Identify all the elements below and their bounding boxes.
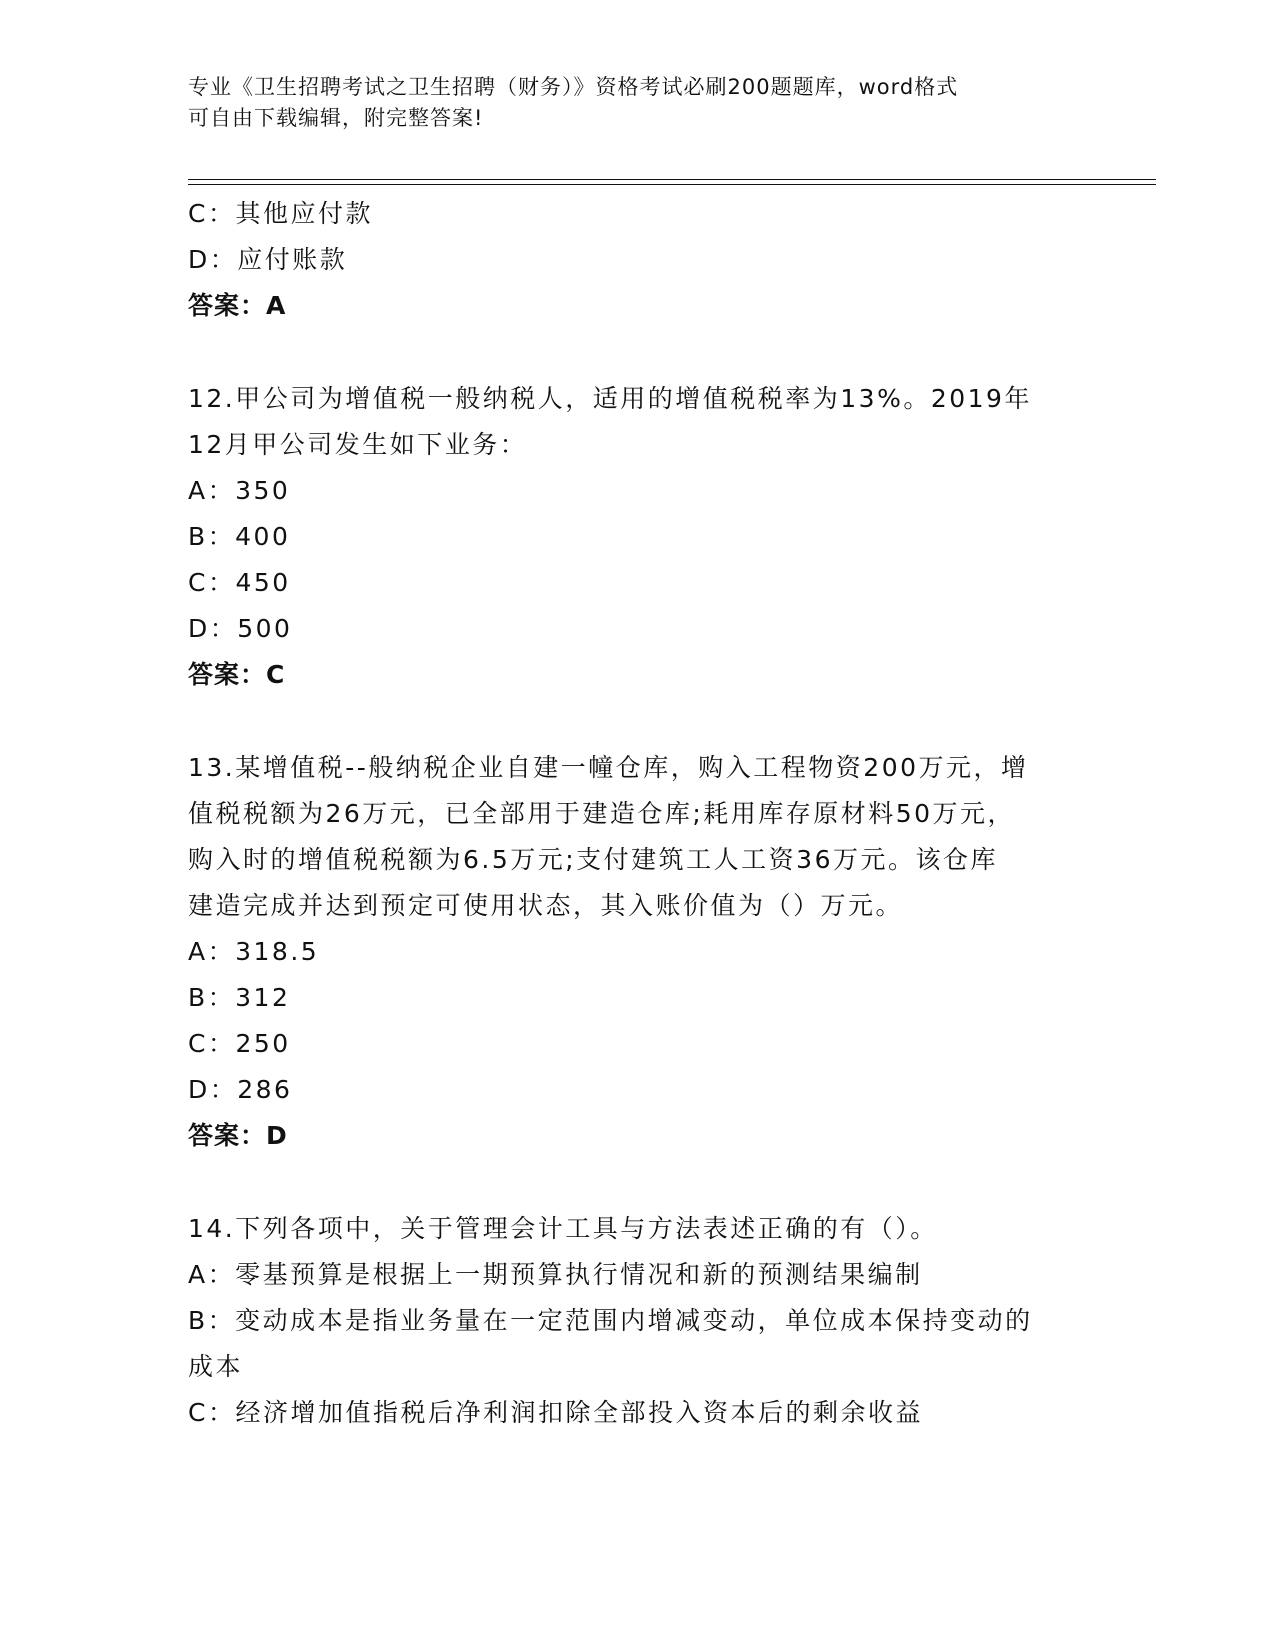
question-12 bbox=[188, 376, 1088, 698]
option-b: B：400 bbox=[188, 522, 291, 551]
option-c: C：250 bbox=[188, 1029, 291, 1058]
answer-label: 答案：C bbox=[188, 660, 286, 689]
question-11-continued bbox=[188, 191, 1088, 329]
option-b: B：312 bbox=[188, 983, 291, 1012]
header-line-1: 专业《卫生招聘考试之卫生招聘（财务）》资格考试必刷200题题库，word格式 bbox=[188, 75, 959, 99]
option-c: C：其他应付款 bbox=[188, 199, 373, 228]
header-divider-bottom bbox=[188, 184, 1156, 185]
option-b: B：变动成本是指业务量在一定范围内增减变动，单位成本保持变动的 bbox=[188, 1306, 1033, 1335]
question-stem: 值税税额为26万元，已全部用于建造仓库;耗用库存原材料50万元， bbox=[188, 799, 1016, 828]
option-d: D：500 bbox=[188, 614, 293, 643]
question-stem: 12月甲公司发生如下业务： bbox=[188, 430, 528, 459]
option-a: A：零基预算是根据上一期预算执行情况和新的预测结果编制 bbox=[188, 1260, 923, 1289]
option-d: D：应付账款 bbox=[188, 245, 348, 274]
document-header bbox=[188, 72, 1068, 134]
question-stem: 购入时的增值税税额为6.5万元;支付建筑工人工资36万元。该仓库 bbox=[188, 845, 998, 874]
option-a: A：318.5 bbox=[188, 937, 320, 966]
answer-label: 答案：D bbox=[188, 1121, 288, 1150]
option-d: D：286 bbox=[188, 1075, 293, 1104]
option-b-continued: 成本 bbox=[188, 1352, 244, 1381]
question-13 bbox=[188, 745, 1088, 1159]
document-body bbox=[188, 191, 1088, 1436]
question-stem: 建造完成并达到预定可使用状态，其入账价值为（）万元。 bbox=[188, 891, 904, 920]
question-stem: 12.甲公司为增值税一般纳税人，适用的增值税税率为13%。2019年 bbox=[188, 384, 1032, 413]
question-stem: 13.某增值税--般纳税企业自建一幢仓库，购入工程物资200万元，增 bbox=[188, 753, 1029, 782]
option-c: C：经济增加值指税后净利润扣除全部投入资本后的剩余收益 bbox=[188, 1398, 923, 1427]
question-spacer bbox=[188, 698, 1088, 745]
answer-label: 答案：A bbox=[188, 291, 287, 320]
option-a: A：350 bbox=[188, 476, 291, 505]
header-line-2: 可自由下载编辑，附完整答案! bbox=[188, 106, 484, 130]
question-stem: 14.下列各项中，关于管理会计工具与方法表述正确的有（）。 bbox=[188, 1214, 938, 1243]
question-spacer bbox=[188, 1159, 1088, 1206]
question-14 bbox=[188, 1206, 1088, 1436]
option-c: C：450 bbox=[188, 568, 291, 597]
header-divider-top bbox=[188, 179, 1156, 180]
question-spacer bbox=[188, 329, 1088, 376]
